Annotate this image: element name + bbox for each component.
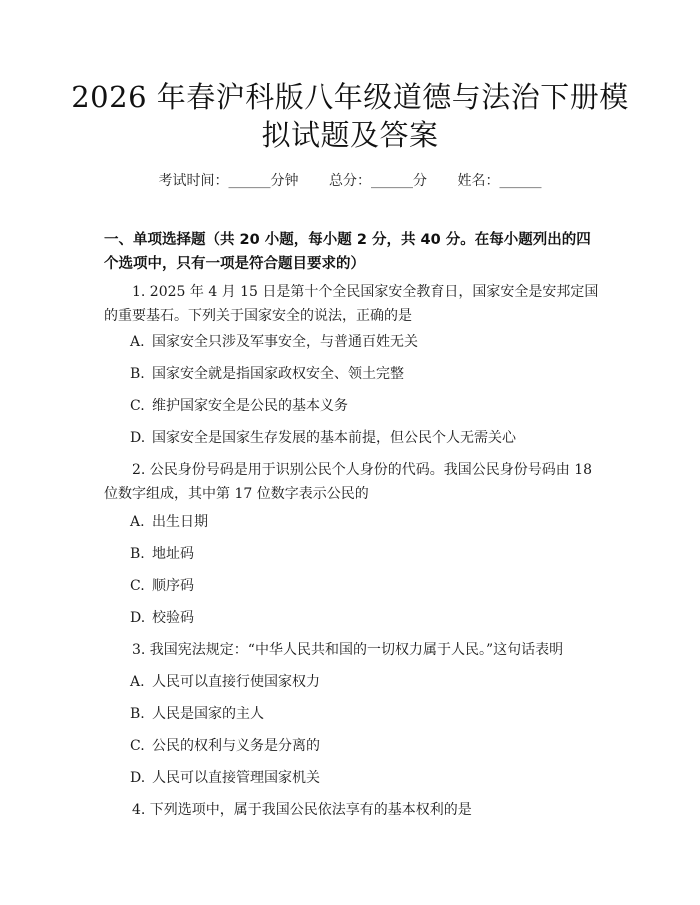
question-1-option-a [130,332,600,352]
option-text: 人民可以直接行使国家权力 [152,674,320,690]
question-3-option-d [130,768,600,788]
exam-time: 考试时间：______分钟 [158,173,299,189]
document-title: 2026 年春沪科版八年级道德与法治下册模拟试题及答案 [71,80,629,152]
question-2-option-b [130,544,600,564]
option-text: 出生日期 [152,514,208,530]
option-label: A. [130,514,145,530]
question-1: 1. 2025 年 4 月 15 日是第十个全民国家安全教育日，国家安全是安邦定国的重要基石。下列关于国家安全的说法，正确的是 [104,284,599,324]
question-2-option-d [130,608,600,628]
option-text: 人民可以直接管理国家机关 [152,770,320,786]
total-score: 总分：______分 [329,173,427,189]
question-1-option-d [130,428,600,448]
question-2: 2. 公民身份号码是用于识别公民个人身份的代码。我国公民身份号码由 18 位数字组成，其中第 17 位数字表示公民的 [104,462,593,502]
option-label: A. [130,674,145,690]
question-3-option-b [130,704,600,724]
question-1-option-c [130,396,600,416]
section-heading: 一、单项选择题（共 20 小题，每小题 2 分，共 40 分。在每小题列出的四个选项中，只有一项是符合题目要求的） [104,232,591,272]
option-label: D. [130,430,146,446]
option-label: B. [130,546,145,562]
option-text: 地址码 [152,546,194,562]
option-label: B. [130,706,145,722]
option-label: C. [130,398,145,414]
exam-meta [0,170,700,190]
option-text: 顺序码 [152,578,194,594]
option-text: 人民是国家的主人 [152,706,264,722]
question-2-option-c [130,576,600,596]
question-3-option-c [130,736,600,756]
question-3-option-a [130,672,600,692]
question-4: 4. 下列选项中，属于我国公民依法享有的基本权利的是 [132,802,472,818]
question-2-option-a [130,512,600,532]
question-3: 3. 我国宪法规定：“中华人民共和国的一切权力属于人民。”这句话表明 [132,642,564,658]
option-text: 维护国家安全是公民的基本义务 [152,398,348,414]
option-label: D. [130,610,146,626]
question-1-option-b [130,364,600,384]
option-text: 校验码 [152,610,194,626]
student-name: 姓名：______ [457,173,542,189]
option-text: 公民的权利与义务是分离的 [152,738,320,754]
option-text: 国家安全是国家生存发展的基本前提，但公民个人无需关心 [152,430,516,446]
option-label: C. [130,578,145,594]
option-label: C. [130,738,145,754]
option-label: A. [130,334,145,350]
option-text: 国家安全就是指国家政权安全、领土完整 [152,366,404,382]
option-label: D. [130,770,146,786]
option-text: 国家安全只涉及军事安全，与普通百姓无关 [152,334,418,350]
option-label: B. [130,366,145,382]
